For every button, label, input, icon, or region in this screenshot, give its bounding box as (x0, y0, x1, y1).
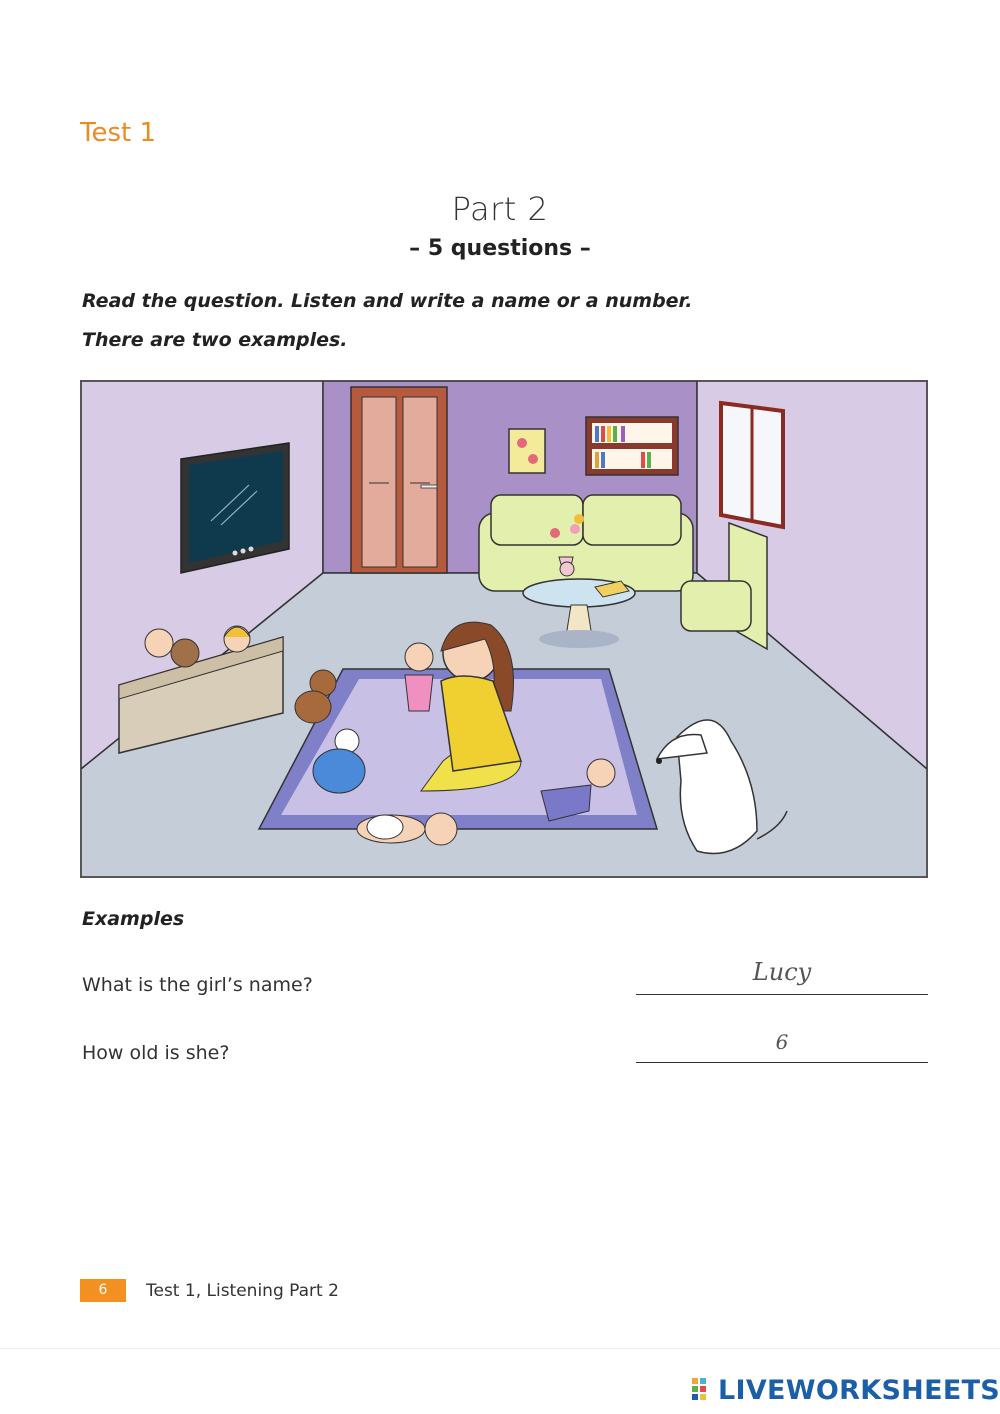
test-label: Test 1 (80, 118, 157, 148)
part-subtitle: – 5 questions – (409, 236, 591, 261)
example-question-1: What is the girl’s name? (82, 974, 313, 996)
answer-line-2 (636, 1062, 928, 1063)
bottom-divider (0, 1348, 1000, 1349)
examples-title: Examples (82, 908, 185, 930)
room-scene-illustration (80, 380, 928, 878)
example-answer-2: 6 (775, 1030, 789, 1054)
instruction-line-2: There are two examples. (82, 329, 348, 351)
example-answer-1: Lucy (752, 958, 812, 986)
liveworksheets-logo[interactable] (692, 1373, 1000, 1407)
liveworksheets-logo-icon (692, 1378, 714, 1402)
page-number-badge: 6 (80, 1279, 126, 1302)
liveworksheets-logo-text: LIVEWORKSHEETS (718, 1374, 1000, 1406)
part-title: Part 2 (451, 190, 549, 228)
answer-line-1 (636, 994, 928, 995)
instruction-line-1: Read the question. Listen and write a name or a number. (82, 290, 693, 312)
footer-section-label: Test 1, Listening Part 2 (146, 1281, 339, 1301)
example-question-2: How old is she? (82, 1042, 230, 1064)
